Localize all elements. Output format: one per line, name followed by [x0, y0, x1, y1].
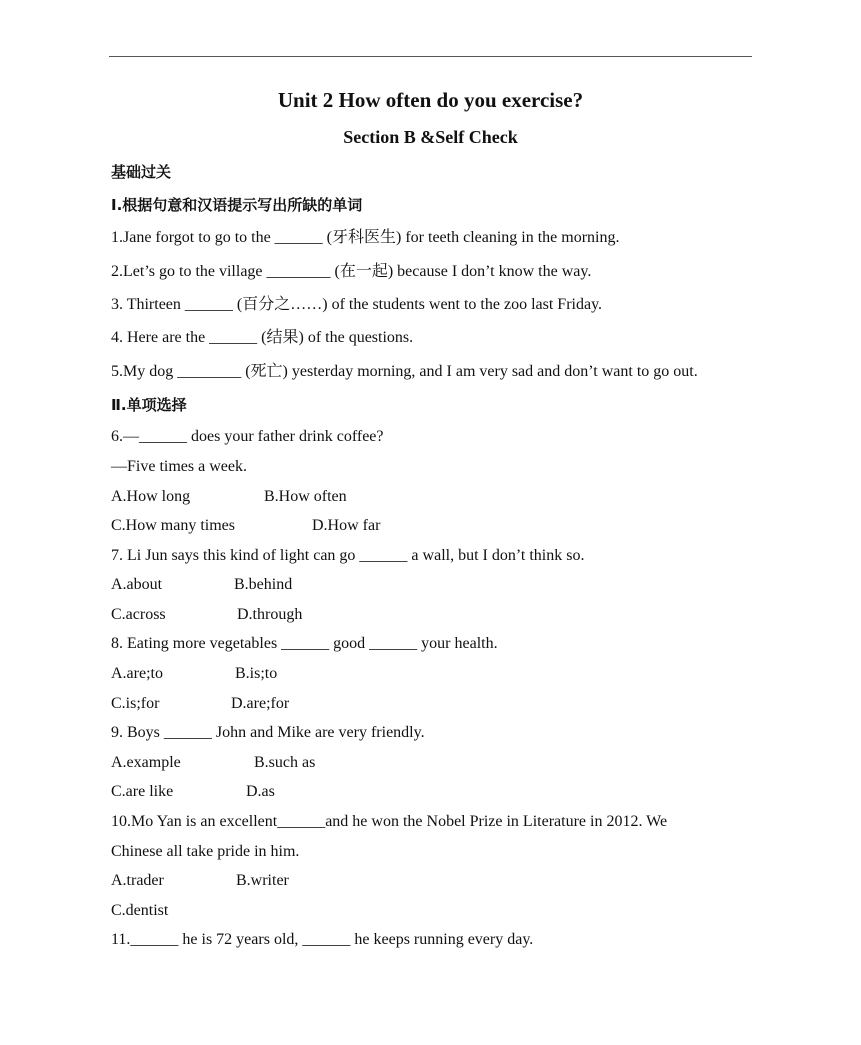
fill-question-3: 3. Thirteen ______ (百分之……) of the students went to the zoo last Friday. — [111, 296, 603, 313]
option-10c: C.dentist — [111, 902, 169, 919]
option-9b: B.such as — [254, 754, 316, 771]
option-7a: A.about — [111, 576, 163, 593]
option-8d: D.are;for — [231, 695, 290, 712]
option-10b: B.writer — [236, 872, 289, 889]
part1-heading: Ⅰ.根据句意和汉语提示写出所缺的单词 — [111, 196, 363, 214]
option-9d: D.as — [246, 783, 275, 800]
choice-question-6: 6.—______ does your father drink coffee? — [111, 428, 384, 445]
choice-question-11: 11.______ he is 72 years old, ______ he keeps running every day. — [111, 931, 534, 948]
fill-question-1: 1.Jane forgot to go to the ______ (牙科医生) for teeth cleaning in the morning. — [111, 229, 620, 246]
fill-question-5: 5.My dog ________ (死亡) yesterday morning, and I am very sad and don’t want to go out. — [111, 363, 698, 380]
option-8c: C.is;for — [111, 695, 160, 712]
option-6a: A.How long — [111, 488, 191, 505]
option-7d: D.through — [237, 606, 303, 623]
page-title: Unit 2 How often do you exercise? — [277, 88, 584, 112]
option-9c: C.are like — [111, 783, 174, 800]
option-10a: A.trader — [111, 872, 164, 889]
option-7b: B.behind — [234, 576, 293, 593]
option-6d: D.How far — [312, 517, 381, 534]
choice-question-10: 10.Mo Yan is an excellent______and he won the Nobel Prize in Literature in 2012. We — [111, 813, 668, 830]
part2-heading: Ⅱ.单项选择 — [111, 396, 187, 414]
section-label: 基础过关 — [111, 163, 172, 181]
option-6b: B.How often — [264, 488, 347, 505]
choice-question-10-continued: Chinese all take pride in him. — [111, 843, 300, 860]
question-6-reply: —Five times a week. — [111, 458, 247, 475]
choice-question-9: 9. Boys ______ John and Mike are very friendly. — [111, 724, 425, 741]
option-9a: A.example — [111, 754, 181, 771]
fill-question-2: 2.Let’s go to the village ________ (在一起) because I don’t know the way. — [111, 263, 592, 280]
option-8a: A.are;to — [111, 665, 163, 682]
option-8b: B.is;to — [235, 665, 278, 682]
fill-question-4: 4. Here are the ______ (结果) of the questions. — [111, 329, 414, 346]
header-rule — [109, 56, 752, 57]
page-subtitle: Section B &Self Check — [343, 127, 518, 147]
option-6c: C.How many times — [111, 517, 235, 534]
choice-question-7: 7. Li Jun says this kind of light can go ______ a wall, but I don’t think so. — [111, 547, 585, 564]
choice-question-8: 8. Eating more vegetables ______ good ______ your health. — [111, 635, 498, 652]
option-7c: C.across — [111, 606, 166, 623]
